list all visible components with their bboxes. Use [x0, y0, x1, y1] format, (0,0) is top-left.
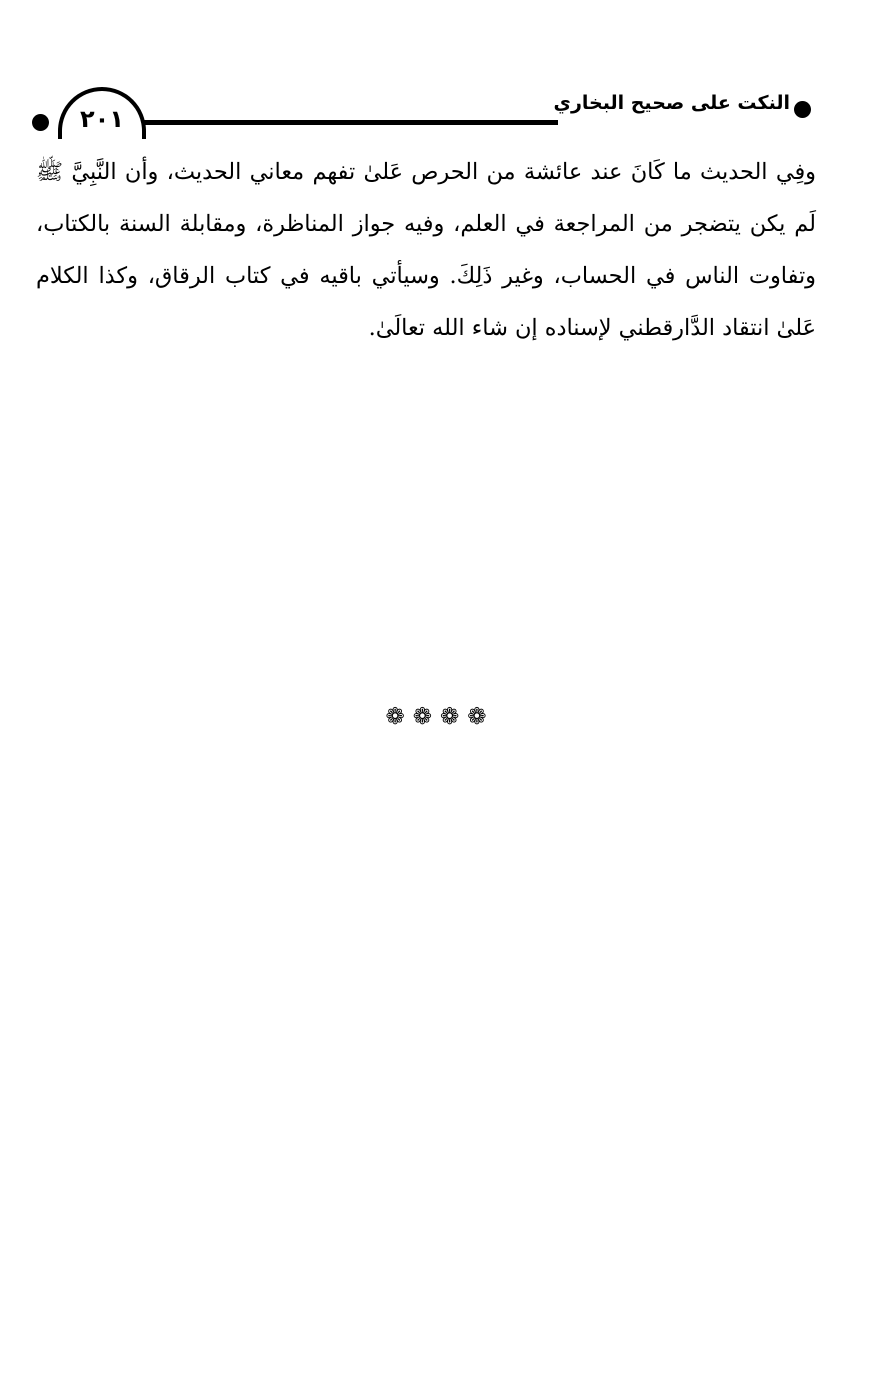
header-right-dot [794, 101, 811, 118]
header-left-dot [32, 114, 49, 131]
header-rule [144, 120, 558, 125]
section-separator: ❁❁❁❁ [385, 704, 495, 730]
page-number: ٢٠١ [58, 87, 146, 139]
book-title: النكت على صحيح البخاري [553, 92, 790, 114]
body-paragraph: وفِي الحديث ما كَانَ عند عائشة من الحرص عَلىٰ تفهم معاني الحديث، وأن النَّبِيَّ ﷺ لَم يكن يتضجر من المراجعة في العلم، وفيه جواز المناظرة، ومقابلة السنة بالكتاب، وتفاوت الناس في الحساب، وغير ذَلِكَ. وسيأتي باقيه في كتاب الرقاق، وكذا الكلام عَلىٰ انتقاد الدَّارقطني لإسناده إن شاء الله تعالَىٰ. [36, 159, 816, 341]
running-header [32, 84, 822, 144]
